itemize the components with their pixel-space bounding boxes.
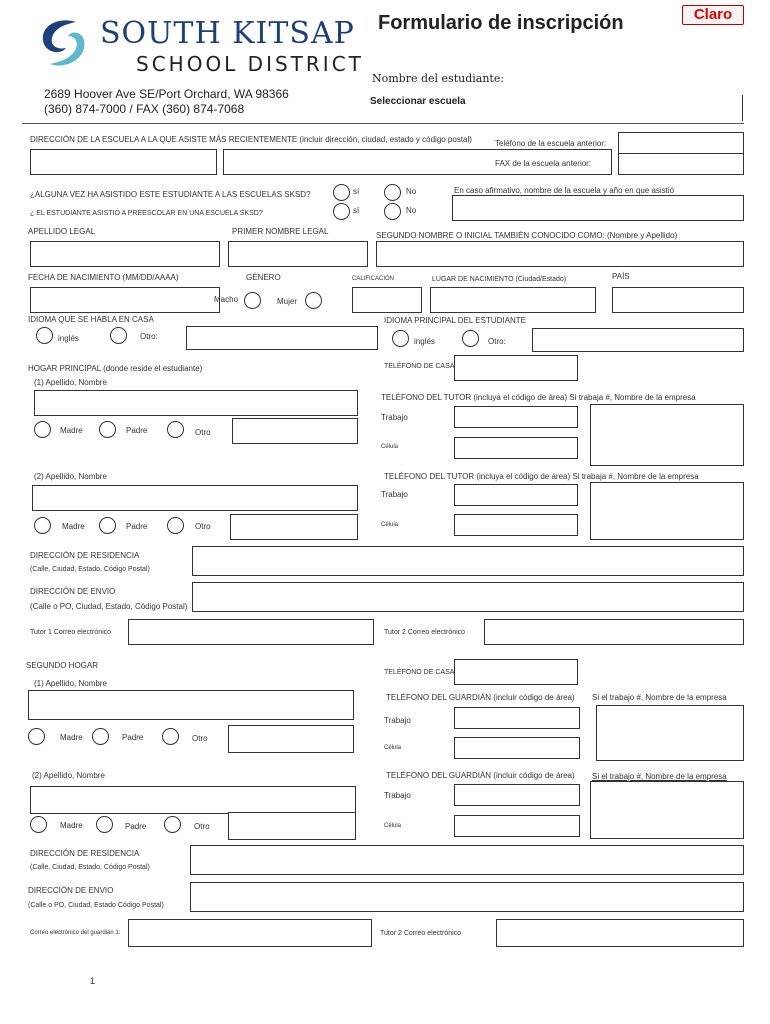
- primary-guardian2-other-field[interactable]: [230, 514, 358, 540]
- primary-guardian2-cell-field[interactable]: [454, 514, 578, 536]
- student-lang-other-field[interactable]: [532, 328, 744, 352]
- second-guardian2-father-label: Padre: [125, 822, 147, 831]
- primary-guardian1-phone-label: TELÉFONO DEL TUTOR (incluya el código de área) Si trabaja #, Nombre de la empresa: [381, 393, 696, 402]
- second-residence-field[interactable]: [190, 845, 744, 875]
- primary-guardian2-other-radio[interactable]: [167, 517, 184, 534]
- district-address: 2689 Hoover Ave SE/Port Orchard, WA 98366: [44, 87, 289, 101]
- gender-label: GÉNERO: [246, 273, 281, 282]
- primary-guardian2-company-field[interactable]: [590, 482, 744, 540]
- primary-guardian2-work-label: Trabajo: [381, 490, 408, 499]
- second-tutor2-email-label: Tutor 2 Correo electrónico: [380, 930, 462, 937]
- student-language-label: IDIOMA PRINCIPAL DEL ESTUDIANTE: [384, 316, 526, 325]
- second-guardian2-father-radio[interactable]: [96, 816, 113, 833]
- country-field[interactable]: [612, 287, 744, 313]
- student-lang-english-label: inglés: [414, 337, 435, 346]
- attended-yes-radio[interactable]: [333, 184, 350, 201]
- primary-guardian2-phone-label: TELÉFONO DEL TUTOR (incluya el código de área) Si trabaja #, Nombre de la empresa: [384, 472, 699, 481]
- second-guardian1-work-label: Trabajo: [384, 716, 411, 725]
- primary-tutor2-email-field[interactable]: [484, 619, 744, 645]
- second-guardian1-name-field[interactable]: [28, 690, 354, 720]
- prev-school-address-label: DIRECCIÓN DE LA ESCUELA A LA QUE ASISTE MÁS RECIENTEMENTE (incluir dirección, ciudad, estado y código postal): [30, 135, 472, 144]
- student-lang-english-radio[interactable]: [392, 330, 409, 347]
- school-select-divider: [742, 95, 743, 121]
- attended-yes-label: sí: [353, 187, 360, 196]
- middle-name-field[interactable]: [376, 241, 744, 267]
- second-guardian2-mother-radio[interactable]: [30, 816, 47, 833]
- primary-guardian1-label: (1) Apellido, Nombre: [34, 378, 107, 387]
- primary-guardian2-father-radio[interactable]: [99, 517, 116, 534]
- second-guardian1-cell-label: Célula: [384, 745, 402, 751]
- second-guardian1-father-radio[interactable]: [92, 728, 109, 745]
- primary-guardian2-label: (2) Apellido, Nombre: [34, 472, 107, 481]
- preschool-no-radio[interactable]: [384, 203, 401, 220]
- preschool-no-label: No: [406, 206, 417, 215]
- primary-guardian1-father-label: Padre: [126, 426, 148, 435]
- second-guardian2-cell-label: Célula: [384, 823, 402, 829]
- male-radio[interactable]: [244, 292, 261, 309]
- female-radio[interactable]: [305, 292, 322, 309]
- second-guardian1-mother-radio[interactable]: [28, 728, 45, 745]
- home-language-label: IDIOMA QUE SE HABLA EN CASA: [28, 315, 154, 324]
- birthplace-field[interactable]: [430, 287, 596, 313]
- attended-no-label: No: [406, 187, 417, 196]
- logo-name-top: SOUTH KITSAP: [100, 16, 355, 51]
- student-lang-other-radio[interactable]: [462, 330, 479, 347]
- student-name-label: Nombre del estudiante:: [372, 72, 505, 85]
- country-label: PAÍS: [612, 272, 630, 281]
- second-home-phone-label: TELÉFONO DE CASA: [384, 669, 455, 676]
- second-guardian2-work-number-label: Si el trabajo #, Nombre de la empresa: [592, 772, 727, 781]
- primary-guardian1-other-field[interactable]: [232, 418, 358, 444]
- home-lang-english-radio[interactable]: [36, 327, 53, 344]
- home-lang-other-radio[interactable]: [110, 327, 127, 344]
- second-residence-hint: (Calle, Ciudad, Estado, Código Postal): [30, 864, 150, 871]
- primary-mailing-hint: (Calle o PO, Ciudad, Estado, Código Postal): [30, 602, 188, 611]
- header-rule: [22, 123, 744, 124]
- second-guardian1-cell-field[interactable]: [454, 737, 580, 759]
- page-number: 1: [90, 976, 96, 986]
- second-guardian1-phone-label: TELÉFONO DEL GUARDIÁN (incluir código de área): [386, 693, 575, 702]
- primary-guardian2-name-field[interactable]: [32, 485, 358, 511]
- second-guardian1-company-field[interactable]: [596, 705, 744, 761]
- second-guardian1-other-field[interactable]: [228, 725, 354, 753]
- if-yes-school-field[interactable]: [452, 195, 744, 221]
- second-guardian2-cell-field[interactable]: [454, 815, 580, 837]
- second-residence-label: DIRECCIÓN DE RESIDENCIA: [30, 849, 140, 858]
- middle-name-label: SEGUNDO NOMBRE O INICIAL TAMBIÉN CONOCIDO COMO: (Nombre y Apellido): [376, 231, 678, 240]
- primary-residence-field[interactable]: [192, 546, 744, 576]
- prev-school-phone-field[interactable]: [618, 132, 744, 154]
- primary-guardian2-other-label: Otro: [195, 522, 211, 531]
- female-label: Mujer: [277, 297, 298, 306]
- primary-guardian1-name-field[interactable]: [34, 390, 358, 416]
- form-title: Formulario de inscripción: [378, 12, 624, 34]
- clear-button[interactable]: Claro: [682, 5, 744, 25]
- second-guardian2-work-field[interactable]: [454, 784, 580, 806]
- male-label: Macho: [214, 295, 239, 304]
- second-guardian2-other-radio[interactable]: [164, 816, 181, 833]
- student-lang-other-label: Otro:: [488, 337, 506, 346]
- second-guardian2-mother-label: Madre: [60, 821, 83, 830]
- second-guardian1-label: (1) Apellido, Nombre: [34, 679, 107, 688]
- primary-tutor1-email-field[interactable]: [128, 619, 374, 645]
- second-guardian1-email-field[interactable]: [128, 919, 372, 947]
- primary-guardian2-cell-label: Célula: [381, 522, 399, 528]
- preschool-yes-label: sí: [353, 206, 360, 215]
- primary-guardian1-cell-label: Célula: [381, 444, 399, 450]
- dob-field[interactable]: [30, 287, 220, 313]
- first-name-label: PRIMER NOMBRE LEGAL: [232, 227, 329, 236]
- first-name-field[interactable]: [228, 241, 368, 267]
- primary-guardian1-company-field[interactable]: [590, 404, 744, 466]
- select-school-label: Seleccionar escuela: [370, 96, 466, 107]
- second-guardian2-company-field[interactable]: [590, 781, 744, 839]
- prev-school-fax-field[interactable]: [618, 153, 744, 175]
- home-lang-english-label: inglés: [58, 334, 79, 343]
- primary-guardian2-work-field[interactable]: [454, 484, 578, 506]
- second-mailing-label: DIRECCIÓN DE ENVIO: [28, 886, 114, 895]
- primary-guardian2-mother-label: Madre: [62, 522, 85, 531]
- second-guardian2-other-field[interactable]: [228, 812, 356, 840]
- logo-name-bottom: SCHOOL DISTRICT: [136, 52, 364, 76]
- dob-label: FECHA DE NACIMIENTO (MM/DD/AAAA): [28, 273, 179, 282]
- preschool-question-label: ¿ EL ESTUDIANTE ASISTIÓ A PREESCOLAR EN UNA ESCUELA SKSD?: [30, 210, 263, 217]
- birthplace-label: LUGAR DE NACIMIENTO (Ciudad/Estado): [432, 276, 567, 283]
- second-guardian2-other-label: Otro: [194, 822, 210, 831]
- home-lang-other-label: Otro:: [140, 332, 158, 341]
- district-phone: (360) 874-7000 / FAX (360) 874-7068: [44, 102, 245, 116]
- grade-field[interactable]: [352, 287, 422, 313]
- prev-school-address-field-1[interactable]: [30, 149, 217, 175]
- second-guardian1-other-label: Otro: [192, 734, 208, 743]
- second-guardian1-email-label: Correo electrónico del guardián 1:: [30, 930, 121, 936]
- attended-question-label: ¿ALGUNA VEZ HA ASISTIDO ESTE ESTUDIANTE A LAS ESCUELAS SKSD?: [30, 190, 311, 199]
- second-guardian2-name-field[interactable]: [30, 786, 356, 814]
- if-yes-label: En caso afirmativo, nombre de la escuela y año en que asistió: [454, 186, 675, 195]
- primary-guardian1-mother-label: Madre: [60, 426, 83, 435]
- primary-guardian1-cell-field[interactable]: [454, 437, 578, 459]
- primary-mailing-label: DIRECCIÓN DE ENVIO: [30, 587, 116, 596]
- last-name-label: APELLIDO LEGAL: [28, 227, 96, 236]
- primary-guardian1-other-radio[interactable]: [167, 421, 184, 438]
- primary-guardian2-mother-radio[interactable]: [34, 517, 51, 534]
- district-logo-icon: [36, 18, 94, 68]
- second-guardian1-other-radio[interactable]: [162, 728, 179, 745]
- prev-school-fax-label: FAX de la escuela anterior:: [495, 159, 592, 168]
- primary-tutor2-email-label: Tutor 2 Correo electrónico: [384, 629, 466, 636]
- second-guardian2-phone-label: TELÉFONO DEL GUARDIÁN (incluir código de área): [386, 771, 575, 780]
- home-lang-other-field[interactable]: [186, 326, 378, 350]
- primary-guardian1-other-label: Otro: [195, 428, 211, 437]
- grade-label: CALIFICACIÓN: [352, 276, 395, 282]
- second-home-heading: SEGUNDO HOGAR: [26, 661, 99, 670]
- primary-guardian1-work-field[interactable]: [454, 406, 578, 428]
- primary-guardian1-father-radio[interactable]: [99, 421, 116, 438]
- primary-residence-hint: (Calle, Ciudad, Estado, Código Postal): [30, 566, 150, 573]
- primary-home-phone-label: TELÉFONO DE CASA: [384, 363, 455, 370]
- primary-tutor1-email-label: Tutor 1 Correo electrónico: [30, 629, 112, 636]
- preschool-yes-radio[interactable]: [333, 203, 350, 220]
- prev-school-phone-label: Teléfono de la escuela anterior:: [495, 139, 607, 148]
- last-name-field[interactable]: [30, 241, 220, 267]
- second-guardian1-mother-label: Madre: [60, 733, 83, 742]
- primary-mailing-field[interactable]: [192, 582, 744, 612]
- second-guardian1-work-field[interactable]: [454, 707, 580, 729]
- second-guardian1-work-number-label: Si el trabajo #, Nombre de la empresa: [592, 693, 727, 702]
- second-guardian1-father-label: Padre: [122, 733, 144, 742]
- attended-no-radio[interactable]: [384, 184, 401, 201]
- primary-home-heading: HOGAR PRINCIPAL (donde reside el estudiante): [28, 364, 203, 373]
- second-mailing-field[interactable]: [190, 882, 744, 912]
- primary-residence-label: DIRECCIÓN DE RESIDENCIA: [30, 551, 140, 560]
- second-home-phone-field[interactable]: [454, 659, 578, 685]
- second-mailing-hint: (Calle o PO, Ciudad, Estado Código Postal): [28, 902, 164, 909]
- second-guardian2-label: (2) Apellido, Nombre: [32, 771, 105, 780]
- primary-guardian2-father-label: Padre: [126, 522, 148, 531]
- second-tutor2-email-field[interactable]: [496, 919, 744, 947]
- second-guardian2-work-label: Trabajo: [384, 791, 411, 800]
- primary-guardian1-mother-radio[interactable]: [34, 421, 51, 438]
- primary-guardian1-work-label: Trabajo: [381, 413, 408, 422]
- primary-home-phone-field[interactable]: [454, 355, 578, 381]
